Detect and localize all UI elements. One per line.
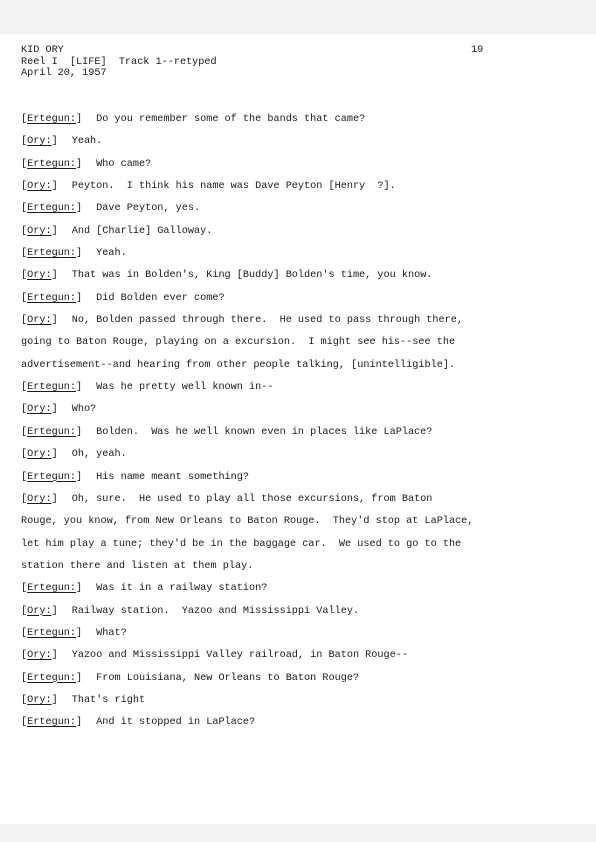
bracket-open: [ xyxy=(21,717,28,729)
transcript-body xyxy=(21,112,581,738)
utterance-text: Dave Peyton, yes. xyxy=(96,203,201,215)
utterance-text: Who? xyxy=(71,404,97,416)
speaker-label: Ory: xyxy=(27,694,52,706)
utterance-text: No, Bolden passed through there. He used to pass through there, xyxy=(71,315,463,327)
transcript-line xyxy=(21,291,581,313)
speaker-label: Ertegun: xyxy=(27,583,77,595)
utterance-text: Oh, sure. He used to play all those excursions, from Baton xyxy=(71,493,433,505)
utterance-text: let him play a tune; they'd be in the baggage car. We used to go to the xyxy=(21,538,462,550)
page-number: 19 xyxy=(471,45,484,56)
utterance-text: What? xyxy=(96,627,127,639)
bracket-close: ] xyxy=(51,605,58,617)
bracket-open: [ xyxy=(21,650,28,662)
utterance-text: station there and listen at them play. xyxy=(21,560,254,572)
speaker-label: Ory: xyxy=(27,404,52,416)
utterance-text: And [Charlie] Galloway. xyxy=(71,225,213,237)
transcript-line xyxy=(21,335,581,357)
utterance-text: Railway station. Yazoo and Mississippi Valley. xyxy=(71,605,360,617)
utterance-text: advertisement--and hearing from other people talking, [unintelligible]. xyxy=(21,359,456,371)
transcript-line xyxy=(21,492,581,514)
transcript-line xyxy=(21,693,581,715)
bracket-open: [ xyxy=(21,493,28,505)
speaker-label: Ertegun: xyxy=(27,248,77,260)
transcript-line xyxy=(21,157,581,179)
utterance-text: Who came? xyxy=(96,158,152,170)
bracket-close: ] xyxy=(51,449,58,461)
speaker-label: Ory: xyxy=(27,605,52,617)
bracket-open: [ xyxy=(21,136,28,148)
scan-bottom-margin xyxy=(0,824,596,842)
speaker-label: Ory: xyxy=(27,181,52,193)
bracket-open: [ xyxy=(21,694,28,706)
speaker-label: Ory: xyxy=(27,270,52,282)
transcript-line xyxy=(21,470,581,492)
speaker-label: Ertegun: xyxy=(27,717,77,729)
bracket-open: [ xyxy=(21,404,28,416)
bracket-open: [ xyxy=(21,605,28,617)
speaker-label: Ertegun: xyxy=(27,382,77,394)
bracket-open: [ xyxy=(21,270,28,282)
bracket-close: ] xyxy=(76,248,83,260)
bracket-open: [ xyxy=(21,114,28,125)
bracket-open: [ xyxy=(21,181,28,193)
transcript-line xyxy=(21,537,581,559)
transcript-line xyxy=(21,648,581,670)
utterance-text: Peyton. I think his name was Dave Peyton [Henry ?]. xyxy=(71,181,396,193)
bracket-open: [ xyxy=(21,315,28,327)
transcript-line xyxy=(21,559,581,581)
speaker-label: Ertegun: xyxy=(27,114,77,125)
bracket-open: [ xyxy=(21,158,28,170)
transcript-line xyxy=(21,313,581,335)
transcript-line xyxy=(21,112,581,134)
utterance-text: Yeah. xyxy=(71,136,103,148)
bracket-close: ] xyxy=(76,672,83,684)
bracket-close: ] xyxy=(51,404,58,416)
speaker-label: Ertegun: xyxy=(27,292,77,304)
speaker-label: Ertegun: xyxy=(27,158,77,170)
bracket-close: ] xyxy=(51,493,58,505)
bracket-close: ] xyxy=(51,225,58,237)
header-reel-track: Reel I [LIFE] Track 1--retyped xyxy=(21,56,217,68)
document-header xyxy=(21,45,217,80)
bracket-open: [ xyxy=(21,471,28,483)
transcript-line xyxy=(21,402,581,424)
speaker-label: Ory: xyxy=(27,650,52,662)
utterance-text: Do you remember some of the bands that came? xyxy=(96,114,366,125)
transcript-line xyxy=(21,134,581,156)
speaker-label: Ory: xyxy=(27,449,52,461)
header-date: April 20, 1957 xyxy=(21,68,107,79)
bracket-close: ] xyxy=(76,717,83,729)
transcript-line xyxy=(21,626,581,648)
transcript-line xyxy=(21,380,581,402)
speaker-label: Ertegun: xyxy=(27,672,77,684)
bracket-open: [ xyxy=(21,292,28,304)
bracket-open: [ xyxy=(21,426,28,438)
header-subject: KID ORY xyxy=(21,45,64,56)
utterance-text: From Louisiana, New Orleans to Baton Rouge? xyxy=(96,672,360,684)
utterance-text: Was he pretty well known in-- xyxy=(96,382,274,394)
speaker-label: Ory: xyxy=(27,225,52,237)
utterance-text: Was it in a railway station? xyxy=(96,583,268,595)
utterance-text: That's right xyxy=(71,694,146,706)
bracket-close: ] xyxy=(51,136,58,148)
scan-top-margin xyxy=(0,0,596,34)
bracket-open: [ xyxy=(21,449,28,461)
bracket-open: [ xyxy=(21,672,28,684)
transcript-line xyxy=(21,224,581,246)
transcript-line xyxy=(21,425,581,447)
bracket-close: ] xyxy=(76,292,83,304)
utterance-text: Rouge, you know, from New Orleans to Baton Rouge. They'd stop at LaPlace, xyxy=(21,516,474,528)
transcript-line xyxy=(21,514,581,536)
bracket-close: ] xyxy=(51,315,58,327)
transcript-line xyxy=(21,268,581,290)
speaker-label: Ertegun: xyxy=(27,627,77,639)
transcript-line xyxy=(21,179,581,201)
bracket-close: ] xyxy=(76,203,83,215)
bracket-close: ] xyxy=(51,694,58,706)
speaker-label: Ory: xyxy=(27,315,52,327)
bracket-open: [ xyxy=(21,248,28,260)
bracket-open: [ xyxy=(21,382,28,394)
bracket-close: ] xyxy=(51,181,58,193)
speaker-label: Ory: xyxy=(27,136,52,148)
utterance-text: Yeah. xyxy=(96,248,127,260)
speaker-label: Ertegun: xyxy=(27,203,77,215)
utterance-text: And it stopped in LaPlace? xyxy=(96,717,256,729)
transcript-line xyxy=(21,715,581,737)
transcript-line xyxy=(21,671,581,693)
transcript-line xyxy=(21,581,581,603)
speaker-label: Ertegun: xyxy=(27,471,77,483)
bracket-close: ] xyxy=(76,426,83,438)
bracket-close: ] xyxy=(76,583,83,595)
bracket-open: [ xyxy=(21,583,28,595)
transcript-line xyxy=(21,246,581,268)
bracket-open: [ xyxy=(21,225,28,237)
utterance-text: That was in Bolden's, King [Buddy] Bolden's time, you know. xyxy=(71,270,433,282)
bracket-close: ] xyxy=(51,650,58,662)
transcript-line xyxy=(21,447,581,469)
utterance-text: going to Baton Rouge, playing on a excursion. I might see his--see the xyxy=(21,337,456,349)
bracket-close: ] xyxy=(76,382,83,394)
bracket-open: [ xyxy=(21,627,28,639)
utterance-text: His name meant something? xyxy=(96,471,250,483)
bracket-close: ] xyxy=(76,471,83,483)
utterance-text: Yazoo and Mississippi Valley railroad, in Baton Rouge-- xyxy=(71,650,408,662)
transcript-line xyxy=(21,201,581,223)
utterance-text: Did Bolden ever come? xyxy=(96,292,225,304)
utterance-text: Bolden. Was he well known even in places like LaPlace? xyxy=(96,426,433,438)
bracket-open: [ xyxy=(21,203,28,215)
bracket-close: ] xyxy=(76,158,83,170)
bracket-close: ] xyxy=(51,270,58,282)
speaker-label: Ory: xyxy=(27,493,52,505)
transcript-line xyxy=(21,358,581,380)
transcript-line xyxy=(21,604,581,626)
speaker-label: Ertegun: xyxy=(27,426,77,438)
bracket-close: ] xyxy=(76,114,83,125)
bracket-close: ] xyxy=(76,627,83,639)
utterance-text: Oh, yeah. xyxy=(71,449,127,461)
